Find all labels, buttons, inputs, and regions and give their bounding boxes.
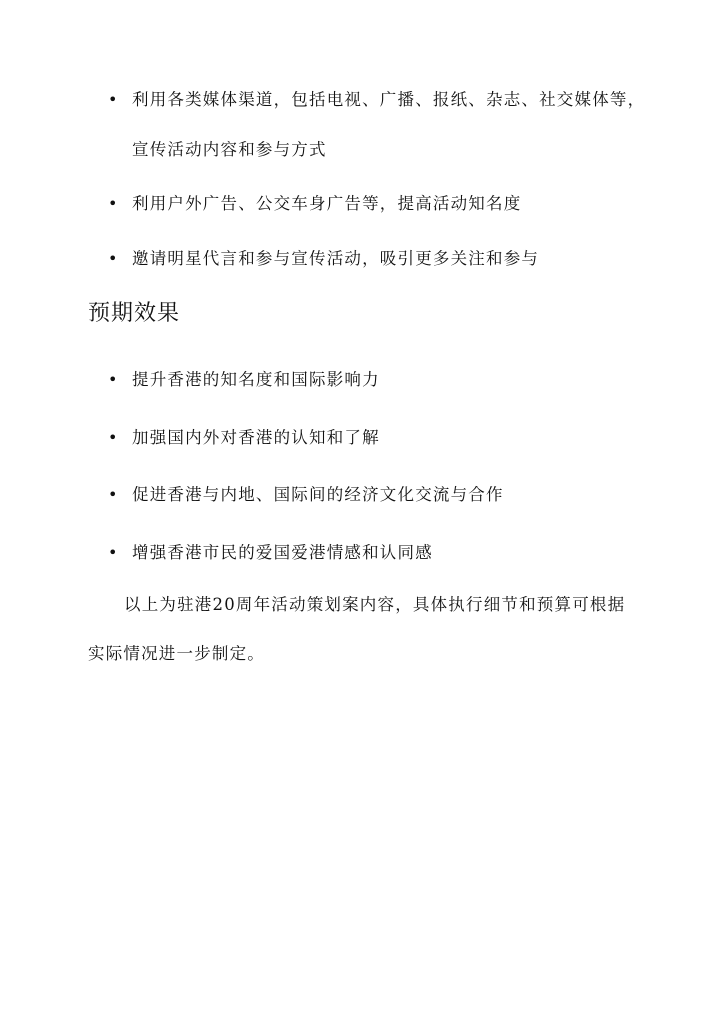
list-item-text: 增强香港市民的爱国爱港情感和认同感 (132, 542, 433, 562)
list-item (108, 413, 648, 471)
list-item (108, 470, 648, 528)
list-item-text: 利用户外广告、公交车身广告等，提高活动知名度 (132, 194, 522, 213)
list-item-text: 促进香港与内地、国际间的经济文化交流与合作 (132, 485, 504, 504)
bullet-icon: • (108, 194, 119, 213)
promotion-bullet-list (108, 75, 648, 289)
bullet-icon: • (108, 485, 119, 504)
effects-bullet-list (108, 355, 648, 585)
bullet-icon: • (108, 370, 119, 389)
list-item (108, 528, 648, 586)
summary-paragraph: 以上为驻港20周年活动策划案内容，具体执行细节和预算可根据实际情况进一步制定。 (88, 595, 626, 663)
list-item-text: 提升香港的知名度和国际影响力 (132, 370, 380, 389)
bullet-icon: • (108, 249, 119, 268)
list-item (108, 234, 648, 289)
bullet-icon: • (108, 427, 119, 447)
list-item (108, 355, 648, 413)
list-item (108, 75, 648, 179)
bullet-icon: • (108, 542, 119, 562)
section-heading-expected-effects: 预期效果 (88, 301, 181, 326)
list-item-text: 加强国内外对香港的认知和了解 (132, 427, 380, 447)
list-item-text: 邀请明星代言和参与宣传活动，吸引更多关注和参与 (132, 249, 540, 268)
list-item (108, 179, 648, 234)
list-item-text: 利用各类媒体渠道，包括电视、广播、报纸、杂志、社交媒体等，宣传活动内容和参与方式 (132, 90, 646, 159)
bullet-icon: • (108, 90, 119, 109)
